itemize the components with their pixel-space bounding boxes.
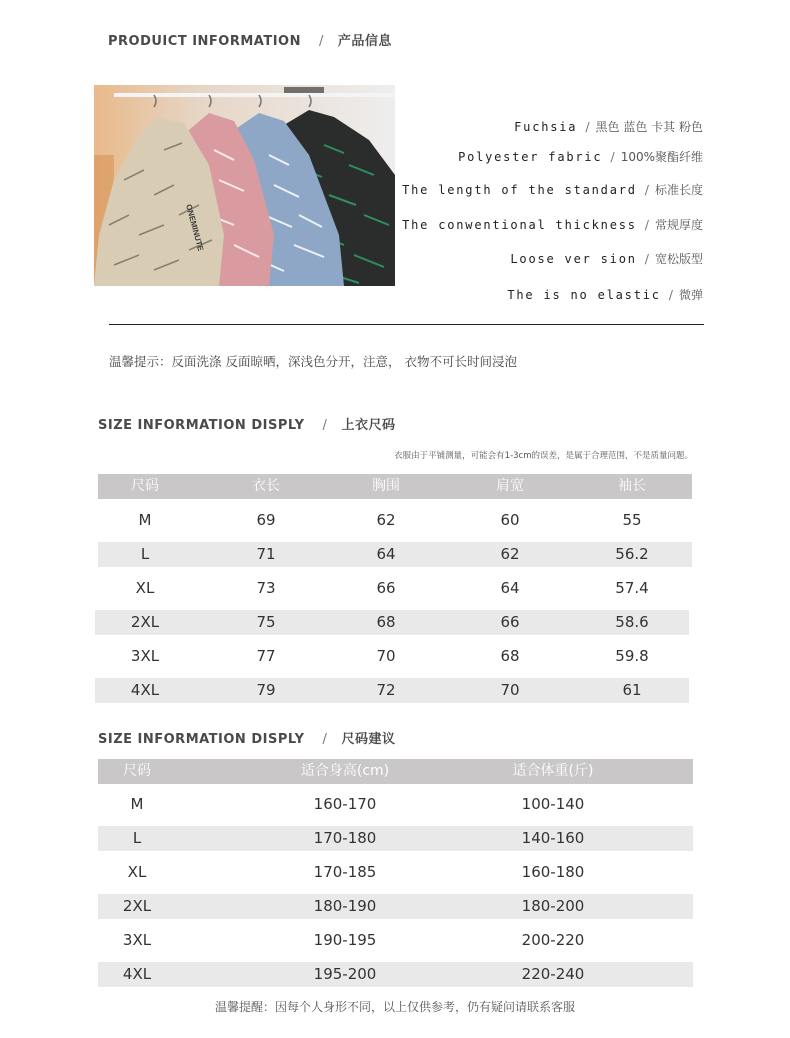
table-cell: 64: [500, 579, 520, 597]
table-cell: 220-240: [521, 965, 585, 983]
product-info-title-en: PRODUICT INFORMATION: [108, 34, 301, 49]
jackets-image: [94, 85, 395, 286]
table-cell: 60: [500, 511, 520, 529]
spec-en: Fuchsia: [514, 120, 578, 134]
table-cell: 71: [256, 545, 276, 563]
table-cell: 2XL: [130, 613, 160, 631]
size-info-heading: [98, 414, 395, 433]
table-cell: 70: [376, 647, 396, 665]
header-cell: 肩宽: [496, 478, 524, 494]
table-cell: 62: [500, 545, 520, 563]
header-cell: 衣长: [252, 478, 280, 494]
table-cell: 3XL: [130, 647, 160, 665]
table-cell: 59.8: [615, 647, 649, 665]
table-cell: L: [132, 829, 142, 847]
table-cell: L: [140, 545, 150, 563]
table-cell: XL: [135, 579, 155, 597]
table-cell: 170-185: [313, 863, 377, 881]
size-info-title-en: SIZE INFORMATION DISPLY: [98, 418, 305, 433]
table-header-row: [98, 759, 693, 784]
table-cell: 66: [500, 613, 520, 631]
spec-cn: 微弹: [678, 288, 703, 302]
table-cell: 56.2: [615, 545, 649, 563]
spec-line: Fuchsia / 黑色 蓝色 卡其 粉色: [514, 119, 703, 134]
table-cell: 68: [376, 613, 396, 631]
table-header-row: [98, 474, 692, 499]
care-tip: 温馨提示：反面洗涤 反面晾晒，深浅色分开，注意， 衣物不可长时间浸泡: [109, 354, 517, 369]
table-cell: 64: [376, 545, 396, 563]
table-cell: 180-200: [521, 897, 585, 915]
table-cell: 73: [256, 579, 276, 597]
table-row: [98, 860, 693, 885]
table-cell: 4XL: [122, 965, 152, 983]
product-photo: [94, 85, 395, 286]
table-row: [98, 962, 693, 987]
table-cell: 200-220: [521, 931, 585, 949]
table-cell: 79: [256, 681, 276, 699]
spec-cn: 常规厚度: [654, 218, 703, 232]
spec-en: The is no elastic: [507, 288, 661, 302]
header-cell: 袖长: [618, 478, 646, 494]
table-cell: 2XL: [122, 897, 152, 915]
table-cell: 57.4: [615, 579, 649, 597]
spec-line: Loose ver sion / 宽松版型: [510, 251, 703, 266]
table-row: [98, 792, 693, 817]
table-cell: 160-170: [313, 795, 377, 813]
table-row: [95, 610, 689, 635]
size-advice-title-cn: 尺码建议: [341, 732, 396, 747]
table-row: [98, 928, 693, 953]
header-cell: 尺码: [123, 763, 151, 779]
header-cell: 适合身高(cm): [300, 763, 390, 779]
table-row: [98, 644, 692, 669]
size-info-title-cn: 上衣尺码: [341, 418, 396, 433]
header-cell: 胸围: [372, 478, 400, 494]
table-cell: M: [138, 511, 152, 529]
table-cell: 4XL: [130, 681, 160, 699]
header-cell: 适合体重(斤): [512, 763, 594, 779]
spec-cn: 100%聚酯纤维: [620, 150, 703, 164]
table-cell: 55: [622, 511, 642, 529]
spec-line: Polyester fabric / 100%聚酯纤维: [458, 149, 703, 164]
spec-en: Loose ver sion: [510, 252, 637, 266]
spec-en: The length of the standard: [402, 183, 637, 197]
table-row: [98, 508, 692, 533]
size-advice-heading: [98, 728, 395, 747]
table-cell: 170-180: [313, 829, 377, 847]
table-cell: 160-180: [521, 863, 585, 881]
table-cell: 195-200: [313, 965, 377, 983]
spec-cn: 黑色 蓝色 卡其 粉色: [595, 120, 703, 134]
spec-en: The conwentional thickness: [402, 218, 637, 232]
product-info-title-cn: 产品信息: [337, 34, 392, 49]
spec-cn: 宽松版型: [654, 252, 703, 266]
table-cell: 72: [376, 681, 396, 699]
table-cell: 62: [376, 511, 396, 529]
jacket-brand-text: ONEMINUTE: [184, 203, 206, 252]
heading-separator: /: [322, 418, 328, 433]
table-cell: 58.6: [615, 613, 649, 631]
table-cell: M: [130, 795, 144, 813]
spec-line: The is no elastic / 微弹: [507, 287, 703, 302]
header-cell: 尺码: [131, 478, 159, 494]
table-cell: 190-195: [313, 931, 377, 949]
table-cell: 3XL: [122, 931, 152, 949]
table-cell: 69: [256, 511, 276, 529]
table-row: [98, 894, 693, 919]
table-cell: 70: [500, 681, 520, 699]
product-info-heading: [108, 30, 392, 49]
heading-separator: /: [322, 732, 328, 747]
spec-en: Polyester fabric: [458, 150, 603, 164]
table-cell: 180-190: [313, 897, 377, 915]
table-row: [98, 542, 692, 567]
table-cell: 77: [256, 647, 276, 665]
table-row: [98, 576, 692, 601]
table-cell: 66: [376, 579, 396, 597]
table-cell: 61: [622, 681, 642, 699]
table-cell: 140-160: [521, 829, 585, 847]
spec-line: The length of the standard / 标准长度: [402, 182, 703, 197]
spec-line: The conwentional thickness / 常规厚度: [402, 217, 703, 232]
table-cell: 68: [500, 647, 520, 665]
spec-cn: 标准长度: [654, 183, 703, 197]
table-cell: 100-140: [521, 795, 585, 813]
table-cell: XL: [127, 863, 147, 881]
heading-separator: /: [319, 34, 324, 49]
table-row: [98, 826, 693, 851]
table-row: [95, 678, 689, 703]
size-advice-tip: 温馨提醒：因每个人身形不同，以上仅供参考，仍有疑问请联系客服: [214, 1000, 575, 1014]
divider: [109, 324, 704, 325]
table-cell: 75: [256, 613, 276, 631]
measurement-note: 衣服由于平铺测量，可能会有1-3cm的误差，是属于合理范围，不是质量问题。: [394, 451, 693, 461]
size-advice-title-en: SIZE INFORMATION DISPLY: [98, 732, 305, 747]
